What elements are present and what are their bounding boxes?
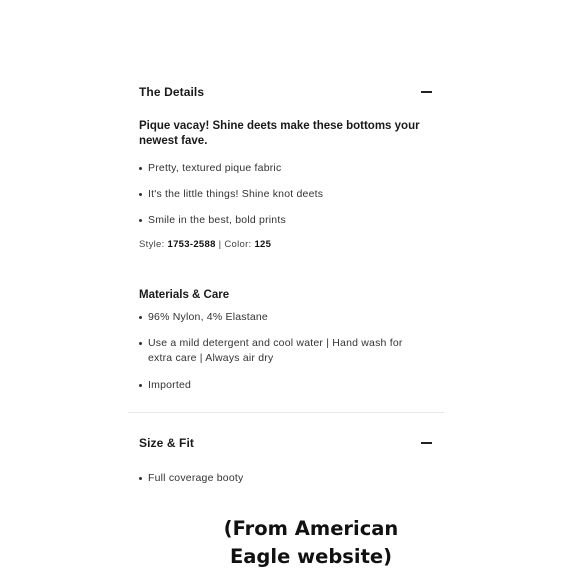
- minus-icon: [421, 442, 432, 444]
- source-caption-line-1: (From American: [223, 517, 399, 540]
- style-color-line: [139, 238, 271, 252]
- source-caption: [0, 515, 580, 571]
- list-item: Imported: [139, 378, 419, 393]
- size-fit-bullet-list: [139, 471, 419, 486]
- materials-section-title: Materials & Care: [139, 289, 230, 301]
- section-divider: [128, 412, 444, 413]
- list-item: It's the little things! Shine knot deets: [139, 187, 419, 202]
- style-number: 1753-2588: [167, 239, 216, 250]
- list-item: Use a mild detergent and cool water | Hand wash for extra care | Always air dry: [139, 336, 419, 366]
- details-collapse-button[interactable]: [419, 84, 435, 100]
- details-lead-text: Pique vacay! Shine deets make these bottoms your newest fave.: [139, 120, 420, 147]
- materials-bullet-list: [139, 378, 419, 393]
- size-fit-collapse-button[interactable]: [419, 435, 435, 451]
- materials-bullet-list: [139, 310, 419, 325]
- details-section-title: The Details: [139, 85, 205, 99]
- list-item: 96% Nylon, 4% Elastane: [139, 310, 419, 325]
- details-bullet-list: [139, 161, 419, 176]
- style-label: Style:: [139, 239, 165, 250]
- separator: |: [218, 239, 222, 250]
- minus-icon: [421, 91, 432, 93]
- size-fit-section-header[interactable]: [139, 431, 435, 455]
- details-bullet-list: [139, 187, 419, 202]
- materials-bullet-list: [139, 336, 419, 366]
- color-number: 125: [254, 239, 272, 250]
- details-section-header[interactable]: [139, 80, 435, 104]
- list-item: Full coverage booty: [139, 471, 419, 486]
- color-label: Color:: [224, 239, 252, 250]
- details-bullet-list: [139, 213, 419, 228]
- size-fit-section-title: Size & Fit: [139, 436, 195, 450]
- list-item: Smile in the best, bold prints: [139, 213, 419, 228]
- list-item: Pretty, textured pique fabric: [139, 161, 419, 176]
- source-caption-line-2: Eagle website): [229, 545, 393, 568]
